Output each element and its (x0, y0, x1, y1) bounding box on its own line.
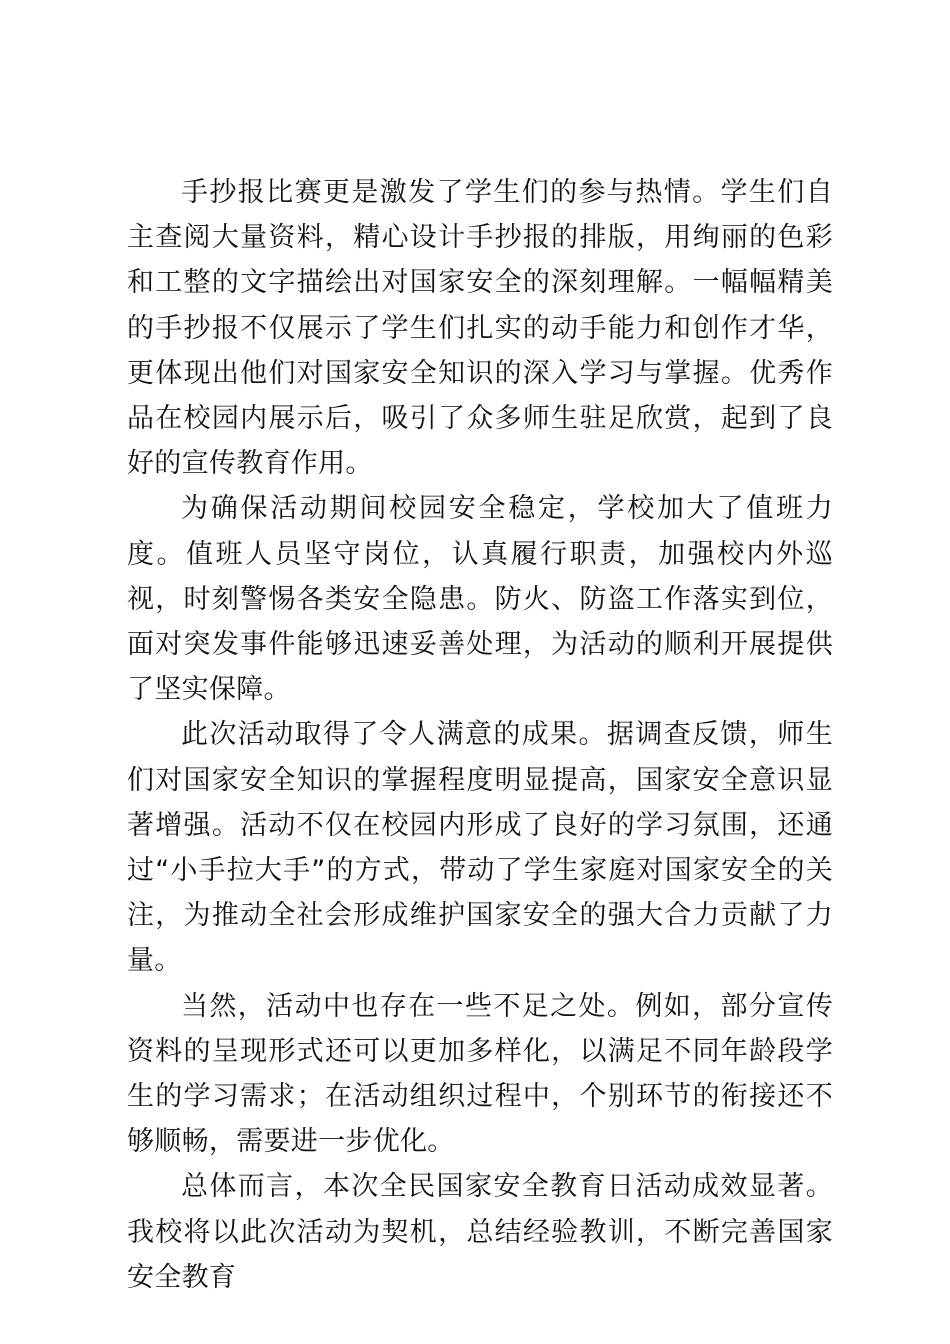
document-body (127, 170, 833, 1300)
paragraph-poster-contest: 手抄报比赛更是激发了学生们的参与热情。学生们自主查阅大量资料，精心设计手抄报的排版，用绚丽的色彩和工整的文字描绘出对国家安全的深刻理解。一幅幅精美的手抄报不仅展示了学生们扎实的动手能力和创作才华，更体现出他们对国家安全知识的深入学习与掌握。优秀作品在校园内展示后，吸引了众多师生驻足欣赏，起到了良好的宣传教育作用。 (127, 177, 833, 480)
paragraph-summary: 总体而言，本次全民国家安全教育日活动成效显著。我校将以此次活动为契机，总结经验教训，不断完善国家安全教育 (127, 1171, 833, 1293)
paragraph-shortcomings: 当然，活动中也存在一些不足之处。例如，部分宣传资料的呈现形式还可以更加多样化，以满足不同年龄段学生的学习需求；在活动组织过程中，个别环节的衔接还不够顺畅，需要进一步优化。 (127, 990, 833, 1158)
paragraph-campus-safety: 为确保活动期间校园安全稳定，学校加大了值班力度。值班人员坚守岗位，认真履行职责，加强校内外巡视，时刻警惕各类安全隐患。防火、防盗工作落实到位，面对突发事件能够迅速妥善处理，为活动的顺利开展提供了坚实保障。 (127, 493, 833, 706)
paragraph-results: 此次活动取得了令人满意的成果。据调查反馈，师生们对国家安全知识的掌握程度明显提高，国家安全意识显著增强。活动不仅在校园内形成了良好的学习氛围，还通过“小手拉大手”的方式，带动了学生家庭对国家安全的关注，为推动全社会形成维护国家安全的强大合力贡献了力量。 (127, 719, 833, 977)
